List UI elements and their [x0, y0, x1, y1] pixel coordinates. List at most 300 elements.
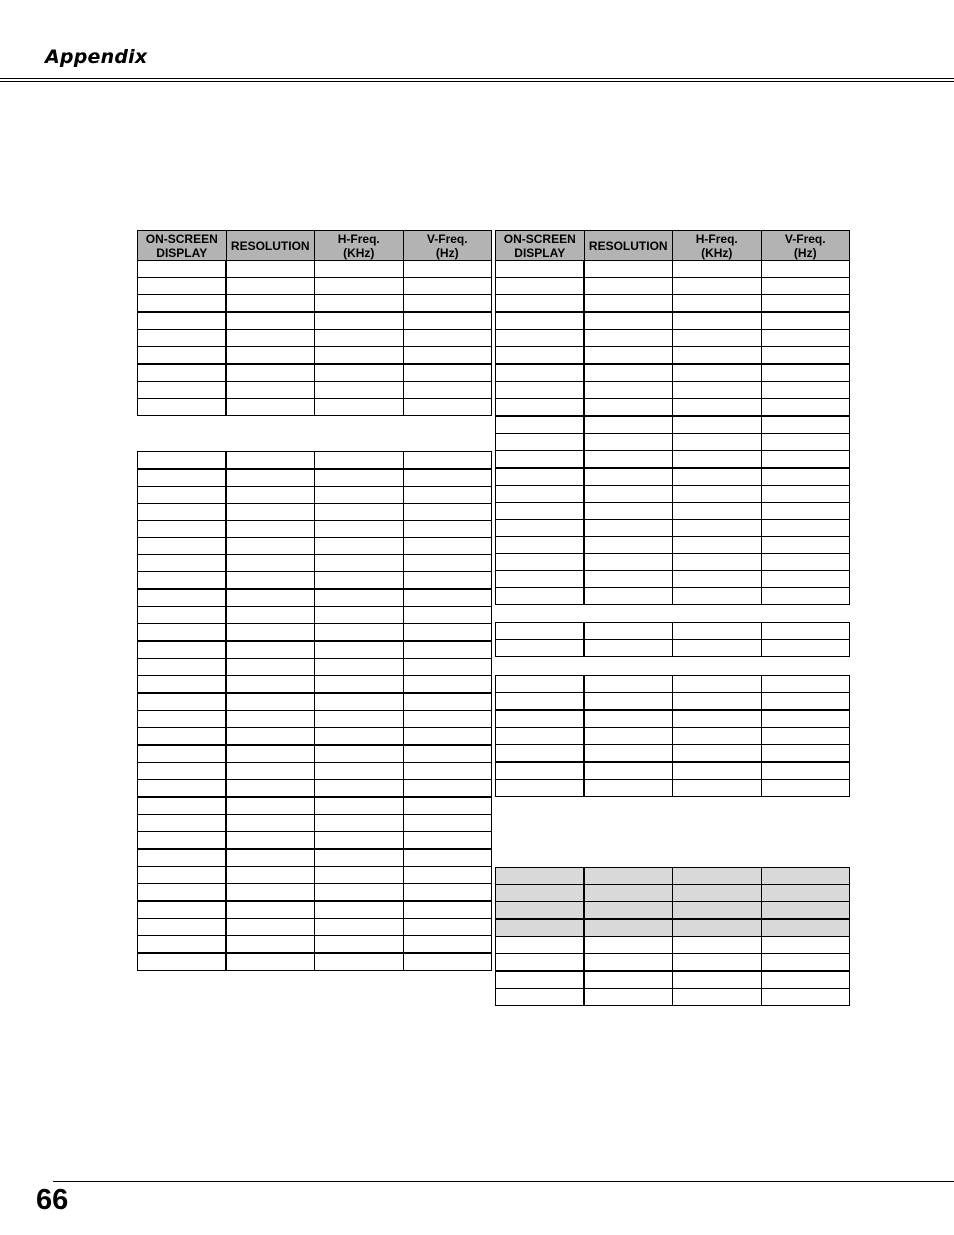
- table-cell: [403, 815, 492, 832]
- table-cell: [761, 902, 850, 920]
- table-cell: [138, 347, 227, 365]
- table-row: [138, 867, 492, 884]
- table-row: [138, 763, 492, 780]
- timing-table: [137, 451, 491, 971]
- table-cell: [226, 867, 315, 884]
- table-cell: [403, 261, 492, 278]
- table-cell: [761, 486, 850, 503]
- table-cell: [496, 780, 585, 797]
- table-cell: [673, 537, 762, 554]
- table-cell: [226, 469, 315, 487]
- table-row: [496, 710, 850, 728]
- table-row: [496, 868, 850, 885]
- table-cell: [226, 347, 315, 365]
- table-cell: [315, 936, 404, 954]
- table-row: [138, 919, 492, 936]
- table-cell: [584, 295, 673, 313]
- table-cell: [584, 399, 673, 417]
- table-cell: [226, 797, 315, 815]
- table-cell: [673, 486, 762, 503]
- table-cell: [403, 504, 492, 521]
- table-cell: [584, 676, 673, 693]
- table-cell: [673, 399, 762, 417]
- table-cell: [315, 797, 404, 815]
- table-row: [496, 954, 850, 972]
- table-cell: [138, 884, 227, 902]
- table-cell: [138, 624, 227, 642]
- table-row: [138, 469, 492, 487]
- table-cell: [138, 538, 227, 555]
- table-cell: [315, 364, 404, 382]
- table-cell: [496, 364, 585, 382]
- header-rule-bottom: [0, 81, 954, 82]
- table-cell: [226, 364, 315, 382]
- table-cell: [673, 676, 762, 693]
- table-cell: [761, 468, 850, 486]
- timing-table: [495, 230, 849, 605]
- table-row: [138, 884, 492, 902]
- table-cell: [673, 520, 762, 537]
- table-cell: [315, 572, 404, 590]
- table-row: [138, 607, 492, 624]
- table-cell: [403, 538, 492, 555]
- table-cell: [138, 953, 227, 971]
- table-row: [138, 572, 492, 590]
- table-cell: [226, 399, 315, 416]
- table-cell: [403, 659, 492, 676]
- table-cell: [226, 452, 315, 470]
- table-row: [138, 728, 492, 746]
- table-row: [496, 745, 850, 763]
- table-cell: [761, 399, 850, 417]
- table-cell: [673, 588, 762, 605]
- table-cell: [403, 607, 492, 624]
- table-cell: [138, 745, 227, 763]
- table-row: [138, 659, 492, 676]
- header-resolution-text: RESOLUTION: [230, 238, 310, 253]
- table-cell: [315, 693, 404, 711]
- table-cell: [403, 641, 492, 659]
- table-cell: [226, 693, 315, 711]
- table-cell: [403, 763, 492, 780]
- table-cell: [403, 364, 492, 382]
- table-cell: [761, 416, 850, 434]
- table-cell: [673, 780, 762, 797]
- table-cell: [496, 520, 585, 537]
- table-row: [496, 762, 850, 780]
- table-cell: [761, 745, 850, 763]
- table-cell: [496, 710, 585, 728]
- table-header-row: [496, 231, 850, 261]
- table-cell: [403, 589, 492, 607]
- table-row: [496, 640, 850, 657]
- table-cell: [584, 588, 673, 605]
- table-cell: [761, 885, 850, 902]
- table-cell: [226, 815, 315, 832]
- table-cell: [315, 849, 404, 867]
- table-row: [138, 312, 492, 330]
- table-cell: [496, 278, 585, 295]
- table-cell: [403, 884, 492, 902]
- table-cell: [673, 728, 762, 745]
- table-cell: [496, 902, 585, 920]
- table-cell: [315, 399, 404, 416]
- table-cell: [761, 868, 850, 885]
- table-cell: [315, 538, 404, 555]
- table-cell: [315, 469, 404, 487]
- table-row: [496, 261, 850, 278]
- table-cell: [761, 693, 850, 711]
- table-cell: [584, 954, 673, 972]
- table-cell: [226, 676, 315, 694]
- table-cell: [315, 330, 404, 347]
- table-row: [138, 832, 492, 850]
- table-cell: [496, 537, 585, 554]
- table-cell: [496, 295, 585, 313]
- table-cell: [761, 937, 850, 954]
- table-cell: [496, 693, 585, 711]
- footer-rule: [53, 1181, 954, 1182]
- table-cell: [673, 762, 762, 780]
- table-cell: [761, 295, 850, 313]
- table-cell: [315, 780, 404, 798]
- table-cell: [673, 937, 762, 954]
- table-cell: [496, 762, 585, 780]
- table-cell: [403, 711, 492, 728]
- table-cell: [138, 261, 227, 278]
- right-timing-column: [495, 230, 849, 1006]
- table-cell: [584, 710, 673, 728]
- table-cell: [138, 763, 227, 780]
- header-resolution: [584, 231, 673, 261]
- header-v-freq: [761, 231, 850, 261]
- table-cell: [315, 884, 404, 902]
- table-cell: [761, 434, 850, 451]
- table-cell: [761, 261, 850, 278]
- table-cell: [226, 624, 315, 642]
- table-cell: [226, 728, 315, 746]
- table-cell: [226, 884, 315, 902]
- table-cell: [761, 364, 850, 382]
- table-row: [138, 901, 492, 919]
- table-cell: [584, 434, 673, 451]
- table-cell: [138, 452, 227, 470]
- table-cell: [496, 503, 585, 520]
- table-row: [496, 989, 850, 1006]
- page-number: 66: [36, 1184, 69, 1216]
- table-cell: [226, 278, 315, 295]
- table-cell: [138, 278, 227, 295]
- table-cell: [496, 451, 585, 469]
- table-cell: [673, 347, 762, 365]
- table-row: [496, 537, 850, 554]
- table-cell: [673, 261, 762, 278]
- table-cell: [138, 919, 227, 936]
- table-cell: [403, 745, 492, 763]
- table-cell: [673, 989, 762, 1006]
- table-cell: [584, 261, 673, 278]
- table-cell: [584, 571, 673, 588]
- table-cell: [761, 347, 850, 365]
- table-cell: [584, 537, 673, 554]
- table-row: [138, 452, 492, 470]
- table-cell: [496, 989, 585, 1006]
- table-row: [138, 676, 492, 694]
- table-cell: [138, 399, 227, 416]
- header-on-screen-display: [496, 231, 585, 261]
- page-header-title: Appendix: [45, 46, 148, 68]
- table-row: [138, 399, 492, 416]
- table-cell: [138, 295, 227, 313]
- table-cell: [138, 382, 227, 399]
- table-cell: [226, 572, 315, 590]
- table-cell: [584, 989, 673, 1006]
- table-cell: [673, 503, 762, 520]
- table-cell: [403, 936, 492, 954]
- table-header-row: [138, 231, 492, 261]
- table-row: [496, 780, 850, 797]
- table-cell: [138, 901, 227, 919]
- table-row: [138, 295, 492, 313]
- table-cell: [496, 554, 585, 571]
- table-row: [496, 416, 850, 434]
- table-row: [138, 487, 492, 504]
- table-cell: [315, 745, 404, 763]
- table-row: [496, 520, 850, 537]
- table-row: [496, 588, 850, 605]
- table-row: [138, 382, 492, 399]
- table-row: [138, 347, 492, 365]
- table-cell: [584, 728, 673, 745]
- table-cell: [403, 399, 492, 416]
- table-cell: [584, 451, 673, 469]
- table-row: [496, 623, 850, 640]
- table-cell: [761, 728, 850, 745]
- table-cell: [496, 640, 585, 657]
- table-cell: [226, 780, 315, 798]
- table-cell: [496, 468, 585, 486]
- table-cell: [496, 312, 585, 330]
- table-cell: [496, 588, 585, 605]
- table-cell: [403, 469, 492, 487]
- table-cell: [673, 295, 762, 313]
- table-cell: [584, 278, 673, 295]
- table-cell: [138, 832, 227, 850]
- table-cell: [496, 347, 585, 365]
- table-cell: [761, 762, 850, 780]
- table-row: [138, 504, 492, 521]
- table-cell: [403, 797, 492, 815]
- table-cell: [584, 486, 673, 503]
- table-cell: [315, 919, 404, 936]
- table-cell: [138, 780, 227, 798]
- table-cell: [496, 382, 585, 399]
- table-cell: [584, 780, 673, 797]
- table-row: [496, 451, 850, 469]
- table-cell: [138, 641, 227, 659]
- table-cell: [673, 571, 762, 588]
- table-cell: [761, 382, 850, 399]
- header-h-freq: [673, 231, 762, 261]
- table-cell: [315, 452, 404, 470]
- table-cell: [315, 711, 404, 728]
- table-cell: [496, 728, 585, 745]
- table-cell: [226, 504, 315, 521]
- table-row: [138, 364, 492, 382]
- table-cell: [496, 434, 585, 451]
- table-cell: [403, 953, 492, 971]
- table-cell: [761, 954, 850, 972]
- table-cell: [138, 815, 227, 832]
- table-row: [496, 278, 850, 295]
- table-cell: [584, 623, 673, 640]
- table-cell: [584, 902, 673, 920]
- table-cell: [403, 452, 492, 470]
- table-cell: [138, 487, 227, 504]
- table-cell: [496, 971, 585, 989]
- table-row: [496, 312, 850, 330]
- table-cell: [673, 451, 762, 469]
- table-cell: [496, 676, 585, 693]
- table-cell: [584, 520, 673, 537]
- header-h-freq-text: (KHz): [343, 245, 375, 260]
- header-on-screen-display-text: ON-SCREEN: [503, 231, 576, 246]
- table-cell: [584, 347, 673, 365]
- header-v-freq: [403, 231, 492, 261]
- table-cell: [226, 330, 315, 347]
- table-cell: [673, 330, 762, 347]
- table-cell: [315, 676, 404, 694]
- table-row: [138, 641, 492, 659]
- table-cell: [761, 623, 850, 640]
- table-row: [496, 434, 850, 451]
- table-row: [496, 676, 850, 693]
- table-cell: [403, 382, 492, 399]
- table-cell: [673, 364, 762, 382]
- table-cell: [403, 901, 492, 919]
- table-cell: [226, 745, 315, 763]
- table-cell: [315, 953, 404, 971]
- timing-table: [495, 675, 849, 797]
- table-cell: [403, 278, 492, 295]
- table-cell: [315, 521, 404, 538]
- table-cell: [584, 919, 673, 937]
- table-cell: [226, 659, 315, 676]
- timing-table: [495, 867, 849, 1006]
- table-cell: [226, 936, 315, 954]
- table-cell: [496, 486, 585, 503]
- table-cell: [226, 555, 315, 572]
- table-row: [138, 849, 492, 867]
- table-cell: [138, 797, 227, 815]
- table-cell: [226, 901, 315, 919]
- table-cell: [138, 728, 227, 746]
- table-cell: [584, 693, 673, 711]
- table-cell: [673, 416, 762, 434]
- table-cell: [496, 623, 585, 640]
- table-row: [138, 693, 492, 711]
- table-cell: [403, 728, 492, 746]
- table-cell: [761, 312, 850, 330]
- table-cell: [315, 347, 404, 365]
- table-cell: [226, 382, 315, 399]
- table-cell: [315, 278, 404, 295]
- table-cell: [584, 468, 673, 486]
- table-cell: [315, 832, 404, 850]
- table-cell: [403, 295, 492, 313]
- table-cell: [315, 504, 404, 521]
- table-cell: [584, 503, 673, 520]
- table-cell: [496, 330, 585, 347]
- table-cell: [584, 885, 673, 902]
- table-cell: [138, 521, 227, 538]
- table-cell: [315, 815, 404, 832]
- table-cell: [138, 504, 227, 521]
- table-cell: [673, 434, 762, 451]
- table-cell: [138, 364, 227, 382]
- table-cell: [496, 416, 585, 434]
- table-row: [138, 624, 492, 642]
- table-cell: [226, 711, 315, 728]
- table-cell: [673, 278, 762, 295]
- table-cell: [138, 555, 227, 572]
- table-row: [138, 711, 492, 728]
- table-row: [138, 815, 492, 832]
- table-row: [496, 571, 850, 588]
- table-cell: [138, 849, 227, 867]
- table-cell: [403, 555, 492, 572]
- table-cell: [673, 312, 762, 330]
- table-cell: [315, 659, 404, 676]
- table-cell: [673, 693, 762, 711]
- table-row: [138, 521, 492, 538]
- table-cell: [138, 469, 227, 487]
- table-cell: [761, 780, 850, 797]
- table-cell: [761, 537, 850, 554]
- table-cell: [226, 832, 315, 850]
- left-timing-column: [137, 230, 491, 971]
- table-cell: [138, 659, 227, 676]
- table-cell: [226, 763, 315, 780]
- table-cell: [584, 971, 673, 989]
- table-cell: [403, 521, 492, 538]
- table-cell: [315, 901, 404, 919]
- header-on-screen-display-text: DISPLAY: [514, 245, 566, 260]
- table-cell: [496, 954, 585, 972]
- table-cell: [584, 762, 673, 780]
- header-v-freq-text: (Hz): [435, 245, 459, 260]
- table-cell: [138, 936, 227, 954]
- table-row: [496, 902, 850, 920]
- table-cell: [761, 571, 850, 588]
- table-cell: [673, 710, 762, 728]
- header-v-freq-text: V-Freq.: [784, 231, 826, 246]
- table-cell: [315, 261, 404, 278]
- table-row: [496, 486, 850, 503]
- table-cell: [226, 312, 315, 330]
- table-row: [138, 745, 492, 763]
- table-cell: [226, 641, 315, 659]
- table-cell: [403, 487, 492, 504]
- table-cell: [315, 763, 404, 780]
- table-cell: [226, 261, 315, 278]
- table-cell: [226, 607, 315, 624]
- table-cell: [673, 623, 762, 640]
- table-row: [138, 538, 492, 555]
- table-cell: [315, 312, 404, 330]
- table-cell: [496, 868, 585, 885]
- header-on-screen-display-text: DISPLAY: [156, 245, 208, 260]
